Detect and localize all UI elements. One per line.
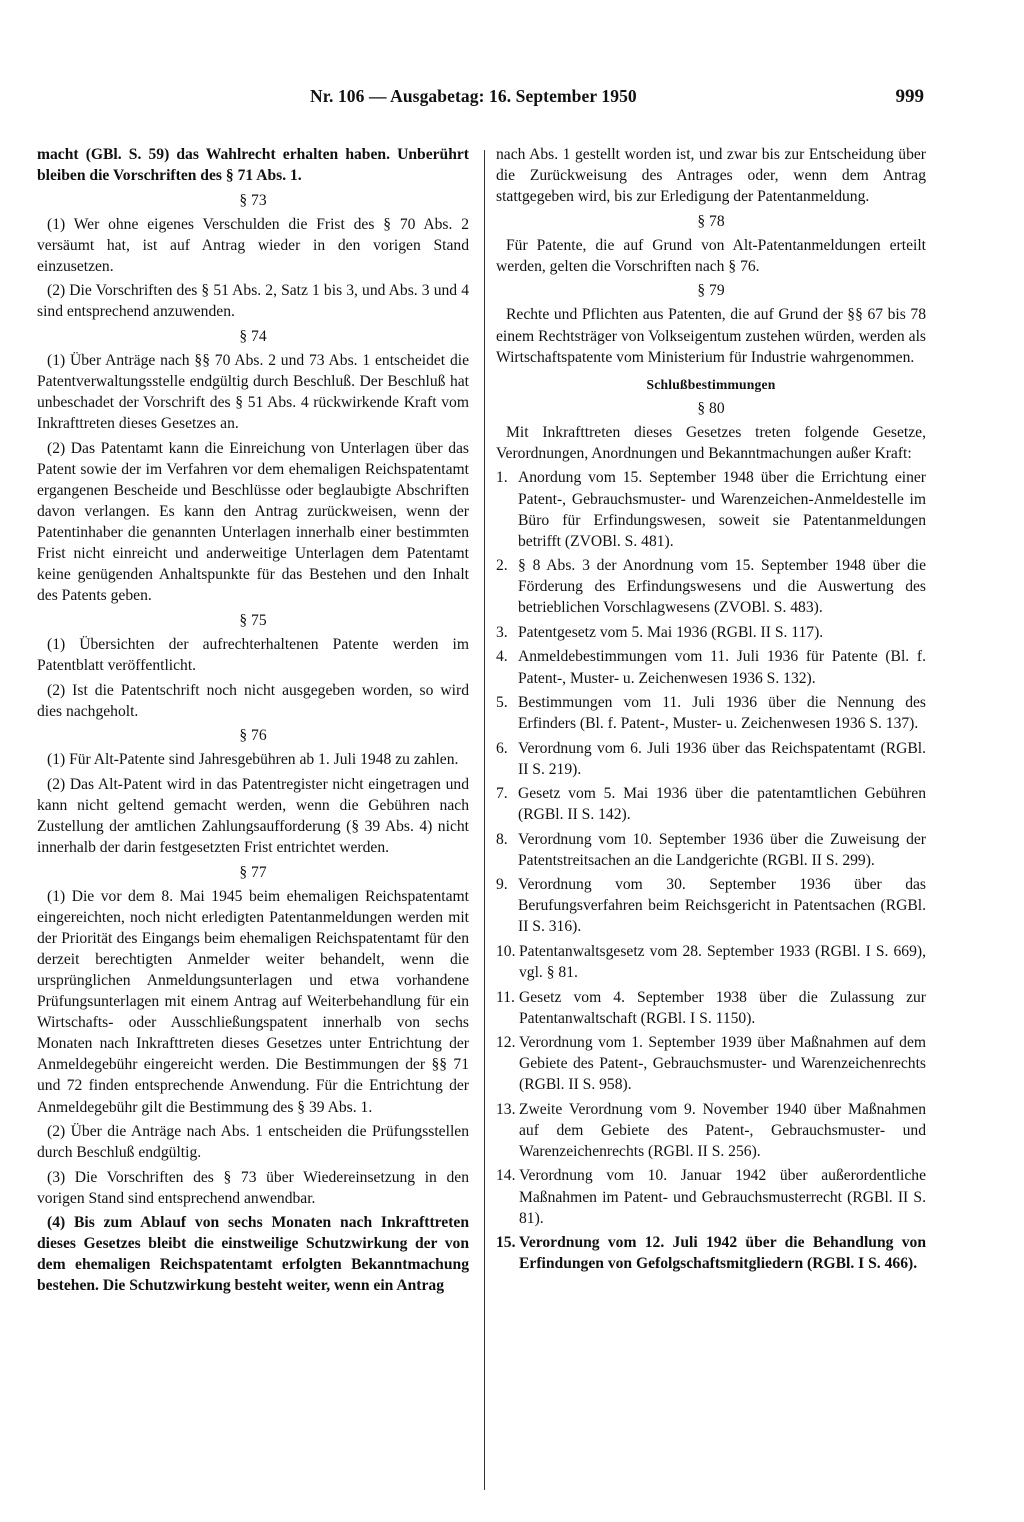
item-number: 7. (496, 785, 508, 803)
paragraph: Mit Inkrafttreten dieses Gesetzes treten folgende Gesetze, Verordnungen, Anordnungen und Bekanntmachungen außer Kraft: (496, 423, 926, 462)
paragraph: (1) Die vor dem 8. Mai 1945 beim ehemaligen Reichspatentamt eingereichten, noch nicht erledigten Patentanmeldungen werden mit der Priorität des Eingangs beim ehemaligen Reichspatentamt für den derzeit berechtigten Anmelder weiter behandelt, wenn die ursprünglichen Anmeldungsunterlagen und etwa vorhandene Prüfungsunterlagen mit einem Antrag auf Weiterbehandlung für ein Wirtschafts- oder Ausschließungspatent innerhalb von sechs Monaten nach Inkrafttreten dieses Gesetzes unter Entrichtung der Anmeldegebühr eingereicht werden. Die Bestimmungen der §§ 71 und 72 finden entsprechende Anwendung. Für die Entrichtung der Anmeldegebühr gilt die Bestimmung des § 39 Abs. 1. (37, 887, 469, 1116)
list-item (496, 1232, 926, 1274)
paragraph: (2) Über die Anträge nach Abs. 1 entscheiden die Prüfungsstellen durch Beschluß endgültig. (37, 1123, 469, 1162)
page-number: 999 (895, 86, 924, 107)
paragraph: Rechte und Pflichten aus Patenten, die auf Grund der §§ 67 bis 78 einem Rechtsträger von Volkseigentum zustehen würden, werden als Wirtschaftspatente vom Ministerium für Industrie wahrgenommen. (496, 306, 926, 366)
item-text: Verordnung vom 30. September 1936 über das Berufungsverfahren beim Reichsgericht in Patentsachen (RGBl. II S. 316). (518, 876, 926, 936)
repealed-laws-list (496, 467, 926, 1274)
paragraph: (2) Ist die Patentschrift noch nicht ausgegeben worden, so wird dies nachgeholt. (37, 681, 469, 720)
item-number: 1. (496, 469, 508, 487)
section-heading-78: § 78 (697, 212, 725, 230)
item-text: Verordnung vom 10. September 1936 über die Zuweisung der Patentstreitsachen an die Landgerichte (RGBl. II S. 299). (518, 830, 926, 869)
page-header (0, 86, 1024, 108)
section-heading-75: § 75 (239, 611, 267, 629)
item-text: Verordnung vom 12. Juli 1942 über die Behandlung von Erfindungen von Gefolgschaftsmitgliedern (RGBl. I S. 466). (519, 1234, 926, 1273)
paragraph: Für Patente, die auf Grund von Alt-Patentanmeldungen erteilt werden, gelten die Vorschriften nach § 76. (496, 236, 926, 275)
item-text: Zweite Verordnung vom 9. November 1940 über Maßnahmen auf dem Gebiete des Patent-, Gebrauchsmuster- und Warenzeichenrechts (RGBl. II S. 256). (519, 1100, 926, 1160)
item-text: Patentgesetz vom 5. Mai 1936 (RGBl. II S. 117). (518, 623, 824, 641)
item-number: 15. (496, 1234, 516, 1252)
item-number: 3. (496, 623, 508, 641)
paragraph: (1) Über Anträge nach §§ 70 Abs. 2 und 73 Abs. 1 entscheidet die Patentverwaltungsstelle endgültig durch Beschluß. Der Beschluß hat unbeschadet der Vorschrift des § 51 Abs. 4 rückwirkende Kraft vom Inkrafttreten dieses Gesetzes an. (37, 352, 469, 433)
item-text: Patentanwaltsgesetz vom 28. September 1933 (RGBl. I S. 669), vgl. § 81. (519, 942, 926, 982)
list-item (496, 1099, 926, 1162)
item-text: Anmeldebestimmungen vom 11. Juli 1936 für Patente (Bl. f. Patent-, Muster- u. Zeichenwesen 1936 S. 132). (518, 648, 926, 687)
item-number: 5. (496, 693, 508, 711)
item-text: § 8 Abs. 3 der Anordnung vom 15. September 1948 über die Förderung des Erfindungswesens und die Auswertung des betrieblichen Vorschlagwesens (ZVOBl. S. 483). (518, 557, 926, 617)
subheading-schlussbestimmungen: Schlußbestimmungen (646, 376, 776, 392)
item-number: 10. (496, 942, 516, 960)
list-item (496, 941, 926, 983)
list-item (496, 622, 926, 643)
paragraph: (1) Übersichten der aufrechterhaltenen Patente werden im Patentblatt veröffentlicht. (37, 636, 469, 675)
list-item (496, 1032, 926, 1095)
list-item (496, 692, 926, 734)
paragraph: (3) Die Vorschriften des § 73 über Wiedereinsetzung in den vorigen Stand sind entsprechend anwendbar. (37, 1168, 469, 1207)
list-item (496, 646, 926, 688)
paragraph: macht (GBl. S. 59) das Wahlrecht erhalten haben. Unberührt bleiben die Vorschriften des § 71 Abs. 1. (37, 146, 469, 185)
paragraph: (2) Das Patentamt kann die Einreichung von Unterlagen über das Patent sowie der im Verfahren vor dem ehemaligen Reichspatentamt ergangenen Bescheide und Beschlüsse oder beglaubigte Abschriften davon verlangen. Es kann den Antrag zurückweisen, wenn der Patentinhaber die genannten Unterlagen innerhalb einer bestimmten Frist nicht einreicht und anderweitige Unterlagen dem Patentamt keine genügenden Anhaltspunkte für das Bestehen und den Inhalt des Patents geben. (37, 439, 469, 605)
list-item (496, 783, 926, 825)
section-heading-77: § 77 (239, 863, 267, 881)
item-text: Anordung vom 15. September 1948 über die Errichtung einer Patent-, Gebrauchsmuster- und Warenzeichen-Anmeldestelle im Büro für Erfindungswesen, soweit sie Patentanmeldungen betrifft (ZVOBl. S. 481). (518, 469, 926, 550)
paragraph: (1) Für Alt-Patente sind Jahresgebühren ab 1. Juli 1948 zu zahlen. (47, 751, 459, 769)
column-divider (484, 150, 485, 1490)
item-number: 8. (496, 830, 508, 848)
item-text: Bestimmungen vom 11. Juli 1936 über die Nennung des Erfinders (Bl. f. Patent-, Muster- u. Zeichenwesen 1936 S. 137). (518, 693, 926, 733)
item-text: Verordnung vom 10. Januar 1942 über außerordentliche Maßnahmen im Patent- und Gebrauchsmusterrecht (RGBl. II S. 81). (519, 1167, 926, 1227)
list-item (496, 874, 926, 937)
issue-line: Nr. 106 — Ausgabetag: 16. September 1950 (310, 86, 637, 106)
item-number: 2. (496, 557, 508, 575)
item-text: Verordnung vom 1. September 1939 über Maßnahmen auf dem Gebiete des Patent-, Gebrauchsmuster- und Warenzeichenrechts (RGBl. II S. 958). (519, 1034, 926, 1094)
section-heading-80: § 80 (697, 399, 725, 417)
section-heading-76: § 76 (239, 727, 267, 745)
list-item (496, 738, 926, 780)
section-heading-73: § 73 (239, 191, 267, 209)
item-text: Gesetz vom 4. September 1938 über die Zulassung zur Patentanwaltschaft (RGBl. I S. 1150). (519, 988, 926, 1027)
item-number: 9. (496, 876, 508, 894)
list-item (496, 555, 926, 618)
item-number: 6. (496, 739, 508, 757)
list-item (496, 1165, 926, 1228)
item-number: 4. (496, 648, 508, 666)
paragraph: (1) Wer ohne eigenes Verschulden die Frist des § 70 Abs. 2 versäumt hat, ist auf Antrag wieder in den vorigen Stand einzusetzen. (37, 215, 469, 275)
paragraph: (2) Das Alt-Patent wird in das Patentregister nicht eingetragen und kann nicht geltend gemacht werden, wenn die Gebühren nach Zustellung der amtlichen Zahlungsaufforderung (§ 39 Abs. 4) nicht innerhalb der darin festgesetzten Frist entrichtet werden. (37, 775, 469, 857)
item-text: Gesetz vom 5. Mai 1936 über die patentamtlichen Gebühren (RGBl. II S. 142). (518, 785, 926, 824)
paragraph: (4) Bis zum Ablauf von sechs Monaten nach Inkrafttreten dieses Gesetzes bleibt die einstweilige Schutzwirkung der von dem ehemaligen Reichspatentamt erfolgten Bekanntmachung bestehen. Die Schutzwirkung besteht weiter, wenn ein Antrag (37, 1214, 469, 1295)
right-column (496, 144, 926, 1278)
paragraph: nach Abs. 1 gestellt worden ist, und zwar bis zur Entscheidung über die Zurückweisung des Antrages oder, wenn dem Antrag stattgegeben wird, bis zur Erledigung der Patentanmeldung. (496, 146, 926, 206)
item-number: 11. (496, 988, 515, 1006)
item-number: 12. (496, 1034, 516, 1052)
left-column (37, 144, 469, 1300)
paragraph: (2) Die Vorschriften des § 51 Abs. 2, Satz 1 bis 3, und Abs. 3 und 4 sind entsprechend anzuwenden. (37, 282, 469, 321)
item-number: 14. (496, 1167, 516, 1185)
list-item (496, 829, 926, 871)
section-heading-74: § 74 (239, 327, 267, 345)
item-number: 13. (496, 1100, 516, 1118)
list-item (496, 987, 926, 1029)
section-heading-79: § 79 (697, 282, 725, 300)
list-item (496, 467, 926, 551)
item-text: Verordnung vom 6. Juli 1936 über das Reichspatentamt (RGBl. II S. 219). (518, 739, 926, 778)
